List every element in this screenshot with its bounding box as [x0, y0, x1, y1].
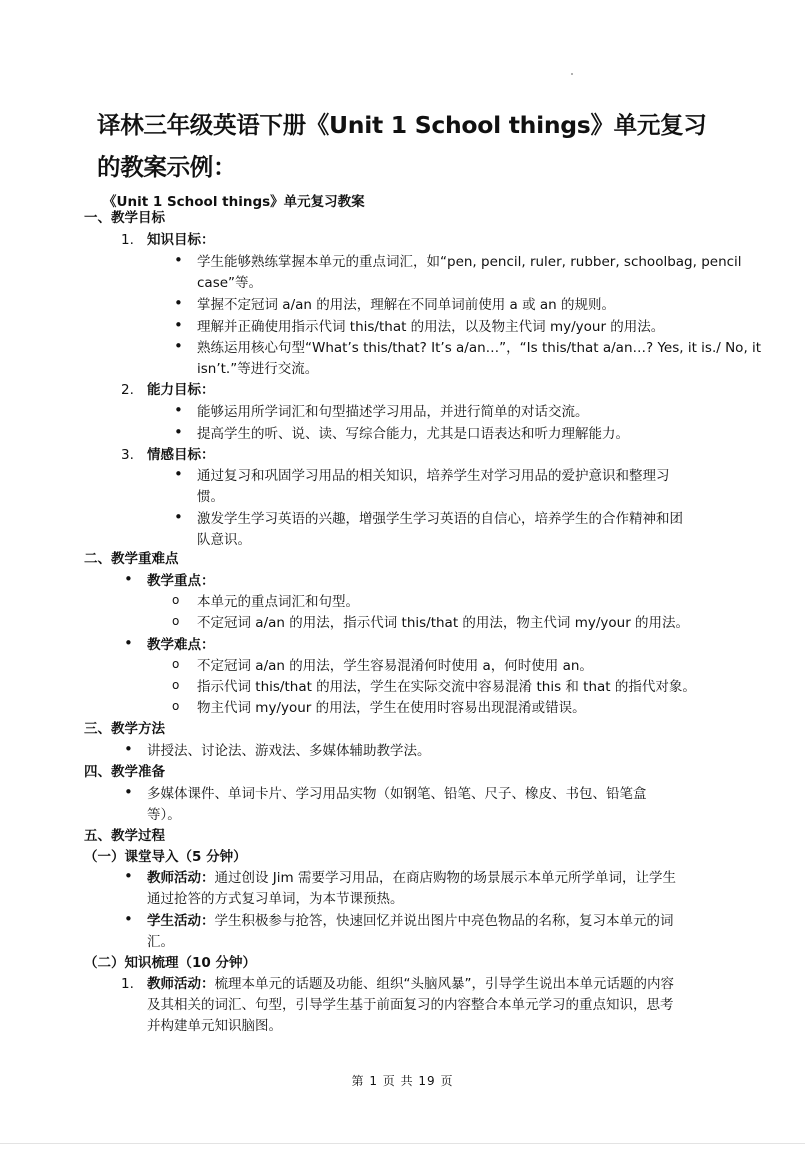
- list-item: 不定冠词 a/an 的用法，指示代词 this/that 的用法，物主代词 my/your 的用法。: [197, 615, 690, 631]
- bullet-marker: •: [124, 910, 133, 928]
- subheading-ability: 能力目标：: [147, 382, 215, 398]
- list-item: 掌握不定冠词 a/an 的用法，理解在不同单词前使用 a 或 an 的规则。: [197, 297, 615, 313]
- list-number: 2.: [121, 382, 134, 398]
- bullet-marker: •: [174, 508, 183, 526]
- section-heading-key-points: 二、教学重难点: [84, 551, 179, 567]
- teacher-activity-label: 教师活动：: [147, 870, 215, 886]
- page-bottom-edge: [0, 1143, 805, 1144]
- bullet-marker: •: [124, 783, 133, 801]
- bullet-marker: •: [124, 570, 133, 588]
- list-item: 讲授法、讨论法、游戏法、多媒体辅助教学法。: [147, 743, 431, 759]
- document-title: 译林三年级英语下册《Unit 1 School things》单元复习的教案示例：: [97, 111, 707, 181]
- list-item: 激发学生学习英语的兴趣，增强学生学习英语的自信心，培养学生的合作精神和团: [197, 511, 683, 527]
- list-item: 不定冠词 a/an 的用法，学生容易混淆何时使用 a，何时使用 an。: [197, 658, 593, 674]
- list-item: 能够运用所学词汇和句型描述学习用品，并进行简单的对话交流。: [197, 404, 589, 420]
- list-item-continued: 并构建单元知识脑图。: [147, 1018, 282, 1034]
- list-number: 1.: [121, 976, 134, 992]
- list-item-continued: isn’t.”等进行交流。: [197, 361, 319, 377]
- list-item: 物主代词 my/your 的用法，学生在使用时容易出现混淆或错误。: [197, 700, 586, 716]
- list-item: 理解并正确使用指示代词 this/that 的用法，以及物主代词 my/your 的用法。: [197, 319, 665, 335]
- bullet-marker: •: [174, 316, 183, 334]
- list-number: 1.: [121, 232, 134, 248]
- list-item-continued: 汇。: [147, 934, 174, 950]
- teacher-activity-label: 教师活动：: [147, 976, 215, 992]
- subheading-key: 教学重点：: [147, 573, 215, 589]
- bullet-marker: •: [174, 337, 183, 355]
- bullet-marker: •: [174, 401, 183, 419]
- list-item: 提高学生的听、说、读、写综合能力，尤其是口语表达和听力理解能力。: [197, 426, 629, 442]
- bullet-marker: •: [174, 251, 183, 269]
- list-number: 3.: [121, 447, 134, 463]
- list-item: 学生能够熟练掌握本单元的重点词汇，如“pen, pencil, ruler, rubber, schoolbag, pencil: [197, 254, 742, 270]
- list-item: 通过复习和巩固学习用品的相关知识，培养学生对学习用品的爱护意识和整理习: [197, 468, 670, 484]
- list-item-continued: 等）。: [147, 807, 181, 823]
- bullet-marker: •: [124, 740, 133, 758]
- list-item-continued: 及其相关的词汇、句型，引导学生基于前面复习的内容整合本单元学习的重点知识，思考: [147, 997, 674, 1013]
- subheading-difficult: 教学难点：: [147, 637, 215, 653]
- section-heading-objectives: 一、教学目标: [84, 210, 165, 226]
- document-subtitle: 《Unit 1 School things》单元复习教案: [103, 194, 365, 210]
- section-heading-preparation: 四、教学准备: [84, 764, 165, 780]
- bullet-marker: •: [174, 423, 183, 441]
- circle-marker: o: [172, 593, 180, 607]
- bullet-marker: •: [174, 465, 183, 483]
- subheading-emotion: 情感目标：: [147, 447, 215, 463]
- part-heading-warmup: （一）课堂导入（5 分钟）: [84, 849, 247, 865]
- student-activity-label: 学生活动：: [147, 913, 215, 929]
- page-number-footer: 第 1 页 共 19 页: [351, 1074, 454, 1088]
- subheading-knowledge: 知识目标：: [147, 232, 215, 248]
- list-item: 多媒体课件、单词卡片、学习用品实物（如钢笔、铅笔、尺子、橡皮、书包、铅笔盒: [147, 786, 647, 802]
- section-heading-process: 五、教学过程: [84, 828, 165, 844]
- list-item-continued: case”等。: [197, 275, 263, 291]
- list-item-continued: 队意识。: [197, 532, 251, 548]
- circle-marker: o: [172, 699, 180, 713]
- list-item: 指示代词 this/that 的用法，学生在实际交流中容易混淆 this 和 that 的指代对象。: [197, 679, 696, 695]
- circle-marker: o: [172, 657, 180, 671]
- list-item: 熟练运用核心句型“What’s this/that? It’s a/an…”，“Is this/that a/an…? Yes, it is./ No, it: [197, 340, 762, 356]
- list-item-continued: 通过抢答的方式复习单词，为本节课预热。: [147, 891, 404, 907]
- scan-speck: [571, 73, 573, 75]
- list-item: [147, 868, 676, 889]
- student-activity-text: 学生积极参与抢答，快速回忆并说出图片中亮色物品的名称，复习本单元的词: [214, 913, 674, 929]
- bullet-marker: •: [124, 867, 133, 885]
- list-item: [147, 911, 674, 932]
- section-heading-methods: 三、教学方法: [84, 721, 165, 737]
- part-heading-review: （二）知识梳理（10 分钟）: [84, 955, 256, 971]
- bullet-marker: •: [174, 294, 183, 312]
- teacher-activity-text: 梳理本单元的话题及功能、组织“头脑风暴”，引导学生说出本单元话题的内容: [214, 976, 674, 992]
- list-item-continued: 惯。: [197, 489, 224, 505]
- teacher-activity-text: 通过创设 Jim 需要学习用品，在商店购物的场景展示本单元所学单词，让学生: [214, 870, 676, 886]
- circle-marker: o: [172, 614, 180, 628]
- list-item: 本单元的重点词汇和句型。: [197, 594, 359, 610]
- list-item: [147, 974, 674, 995]
- circle-marker: o: [172, 678, 180, 692]
- bullet-marker: •: [124, 634, 133, 652]
